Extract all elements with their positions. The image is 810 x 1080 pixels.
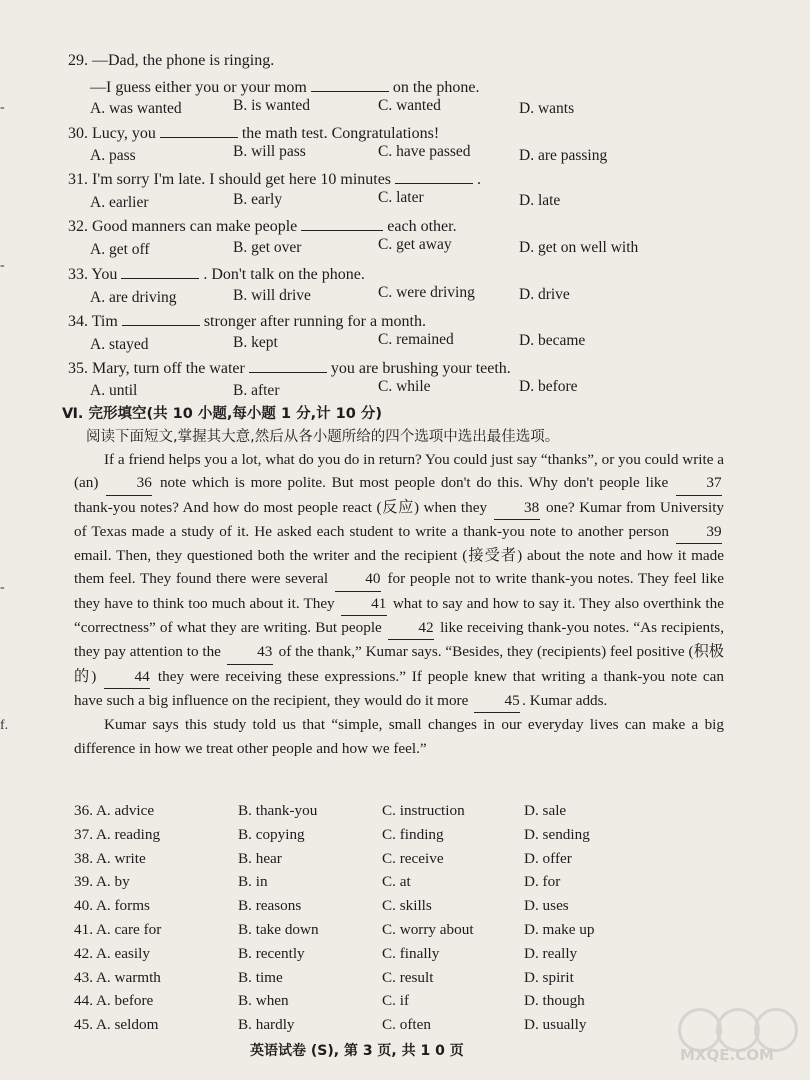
option-c: C. receive xyxy=(382,849,444,867)
option-a: 37. A. reading xyxy=(74,825,161,843)
option-b: B. after xyxy=(233,382,280,399)
answer-blank xyxy=(121,263,199,279)
cloze-blank: 45 xyxy=(474,689,520,713)
answer-blank xyxy=(249,357,327,373)
option-a: 39. A. by xyxy=(74,873,130,891)
option-b: B. early xyxy=(233,191,283,208)
question-stem-end: . xyxy=(477,171,482,188)
question-31 xyxy=(68,168,481,189)
option-c: C. get away xyxy=(378,236,452,253)
question-29 xyxy=(68,52,274,70)
cloze-blank: 42 xyxy=(388,616,434,640)
option-a: A. pass xyxy=(90,147,136,164)
option-b: B. thank-you xyxy=(238,802,318,819)
option-a: 43. A. warmth xyxy=(74,968,161,986)
question-stem: 31. I'm sorry I'm late. I should get here 10 minutes xyxy=(68,171,392,188)
cloze-blank: 43 xyxy=(227,640,273,664)
option-d: D. before xyxy=(519,378,578,395)
option-row xyxy=(74,945,724,969)
answer-blank xyxy=(311,76,389,92)
option-b: B. recently xyxy=(238,944,305,962)
question-stem-end: . Don't talk on the phone. xyxy=(203,266,365,283)
option-row xyxy=(74,992,724,1016)
passage-text: like receiving thank-you notes. “As recipients, they pay attention to the xyxy=(74,619,724,661)
option-a: A. earlier xyxy=(90,194,149,211)
answer-blank xyxy=(122,310,200,326)
cloze-blank: 37 xyxy=(676,471,722,495)
question-stem: 34. Tim xyxy=(68,313,118,330)
question-stem-end: each other. xyxy=(387,218,457,235)
option-c: C. finding xyxy=(382,825,444,843)
margin-mark: f. xyxy=(0,718,9,733)
option-c: C. have passed xyxy=(378,143,471,160)
watermark-logo xyxy=(676,1008,796,1066)
option-a: 38. A. write xyxy=(74,849,146,867)
option-b: B. time xyxy=(238,968,283,986)
passage-text: of the thank,” Kumar says. “Besides, they (recipients) feel positive (积极的) xyxy=(74,643,724,685)
option-b: B. take down xyxy=(238,920,319,938)
passage-text: they were receiving these expressions.” If people knew that writing a thank-you note can have such a big influence on the recipient, they would do it more xyxy=(74,667,725,709)
cloze-blank: 44 xyxy=(104,665,150,689)
question-32 xyxy=(68,215,457,236)
option-a: 41. A. care for xyxy=(74,920,162,938)
option-d: D. offer xyxy=(524,849,572,867)
section-instructions: 阅读下面短文,掌握其大意,然后从各小题所给的四个选项中选出最佳选项。 xyxy=(86,429,560,445)
option-a: 36. A. advice xyxy=(74,802,155,819)
option-b: B. copying xyxy=(238,825,305,843)
option-a: 40. A. forms xyxy=(74,897,150,915)
option-b: B. kept xyxy=(233,334,278,351)
question-stem-end: stronger after running for a month. xyxy=(203,313,426,330)
option-b: B. is wanted xyxy=(233,97,311,114)
option-row xyxy=(74,850,724,874)
option-b: B. in xyxy=(238,873,268,891)
option-c: C. skills xyxy=(382,897,432,915)
option-b: B. will drive xyxy=(233,287,311,304)
margin-mark: - xyxy=(0,258,5,273)
option-a: 44. A. before xyxy=(74,992,154,1010)
option-c: C. later xyxy=(378,189,424,206)
cloze-passage xyxy=(74,448,724,760)
option-b: B. hear xyxy=(238,849,282,867)
option-b: B. get over xyxy=(233,239,302,256)
option-d: D. for xyxy=(524,873,561,891)
answer-blank xyxy=(160,122,238,138)
question-stem: 30. Lucy, you xyxy=(68,125,156,142)
question-stem: 35. Mary, turn off the water xyxy=(68,360,245,377)
option-c: C. often xyxy=(382,1016,431,1034)
option-row xyxy=(74,1016,724,1040)
option-d: D. became xyxy=(519,332,586,349)
option-d: D. late xyxy=(519,192,561,209)
option-a: 45. A. seldom xyxy=(74,1016,159,1034)
cloze-blank: 38 xyxy=(494,496,540,520)
option-a: 42. A. easily xyxy=(74,944,150,962)
option-d: D. uses xyxy=(524,897,569,915)
question-35 xyxy=(68,357,511,378)
option-c: C. while xyxy=(378,378,431,395)
option-c: C. if xyxy=(382,992,410,1010)
option-c: C. finally xyxy=(382,944,440,962)
margin-mark: - xyxy=(0,100,5,115)
option-c: C. result xyxy=(382,968,434,986)
section-title: Ⅵ. 完形填空(共 10 小题,每小题 1 分,计 10 分) xyxy=(62,406,382,422)
page-footer: 英语试卷 (S), 第 3 页, 共 1 0 页 xyxy=(250,1043,464,1059)
option-d: D. though xyxy=(524,992,585,1010)
option-d: D. are passing xyxy=(519,147,608,164)
option-d: D. spirit xyxy=(524,968,574,986)
question-30 xyxy=(68,122,439,143)
option-c: C. worry about xyxy=(382,920,474,938)
option-row xyxy=(74,897,724,921)
option-b: B. when xyxy=(238,992,289,1010)
cloze-blank: 41 xyxy=(341,592,387,616)
option-row xyxy=(74,802,724,826)
question-34 xyxy=(68,310,426,331)
passage-paragraph xyxy=(74,448,724,713)
question-stem: 33. You xyxy=(68,266,118,283)
passage-text: note which is more polite. But most people don't do this. Why don't people like xyxy=(154,474,674,492)
question-stem-end: the math test. Congratulations! xyxy=(241,125,440,142)
option-c: C. were driving xyxy=(378,284,475,301)
option-row xyxy=(74,873,724,897)
option-d: D. drive xyxy=(519,286,570,303)
option-row xyxy=(74,969,724,993)
question-stem: —I guess either you or your mom xyxy=(90,79,307,96)
passage-text: for people not to write thank-you notes. They feel like they have to think too much about it. They xyxy=(74,570,724,612)
question-stem-end: you are brushing your teeth. xyxy=(330,360,511,377)
passage-text: one? Kumar from University of Texas made a study of it. He asked each student to write a thank-you note to another person xyxy=(74,498,725,540)
option-d: D. really xyxy=(524,944,578,962)
answer-blank xyxy=(301,215,383,231)
passage-text: If a friend helps you a lot, what do you do in return? You could just say “thanks”, or you could write a (an) xyxy=(74,451,724,492)
question-29-line2 xyxy=(90,76,480,97)
cloze-blank: 36 xyxy=(106,471,152,495)
option-d: D. usually xyxy=(524,1016,587,1034)
option-c: C. instruction xyxy=(382,802,465,819)
cloze-options xyxy=(74,802,724,1040)
cloze-blank: 39 xyxy=(676,520,722,544)
option-c: C. wanted xyxy=(378,97,441,114)
option-b: B. reasons xyxy=(238,897,302,915)
question-33 xyxy=(68,263,365,284)
watermark-text: MXQE.COM xyxy=(680,1046,774,1064)
passage-text: thank-you notes? And how do most people react (反应) when they xyxy=(74,498,492,516)
margin-mark: - xyxy=(0,580,5,595)
option-d: D. sending xyxy=(524,825,590,843)
option-b: B. hardly xyxy=(238,1016,295,1034)
passage-text: Kumar says this study told us that “simple, small changes in our everyday lives can make a big difference in how we treat other people and how we feel.” xyxy=(74,716,724,757)
option-a: A. until xyxy=(90,382,138,399)
option-d: D. wants xyxy=(519,100,575,117)
option-d: D. make up xyxy=(524,920,595,938)
passage-text: what to say and how to say it. They also overthink the “correctness” of what they are writing. But people xyxy=(74,594,724,637)
answer-blank xyxy=(395,168,473,184)
option-d: D. get on well with xyxy=(519,239,639,256)
option-row xyxy=(74,826,724,850)
passage-text: . Kumar adds. xyxy=(522,691,608,709)
question-stem: 32. Good manners can make people xyxy=(68,218,298,235)
option-b: B. will pass xyxy=(233,143,306,160)
cloze-blank: 40 xyxy=(335,567,381,591)
option-c: C. remained xyxy=(378,331,454,348)
option-a: A. was wanted xyxy=(90,100,182,117)
option-a: A. get off xyxy=(90,241,150,258)
question-stem: 29. —Dad, the phone is ringing. xyxy=(68,52,275,69)
option-row xyxy=(74,921,724,945)
option-c: C. at xyxy=(382,873,411,891)
option-d: D. sale xyxy=(524,802,567,819)
option-a: A. stayed xyxy=(90,336,149,353)
question-stem-end: on the phone. xyxy=(392,79,480,96)
passage-paragraph xyxy=(74,713,724,760)
option-a: A. are driving xyxy=(90,289,177,306)
passage-text: email. Then, they questioned both the writer and the recipient (接受者) about the note and how it made them feel. They found there were several xyxy=(74,547,724,588)
